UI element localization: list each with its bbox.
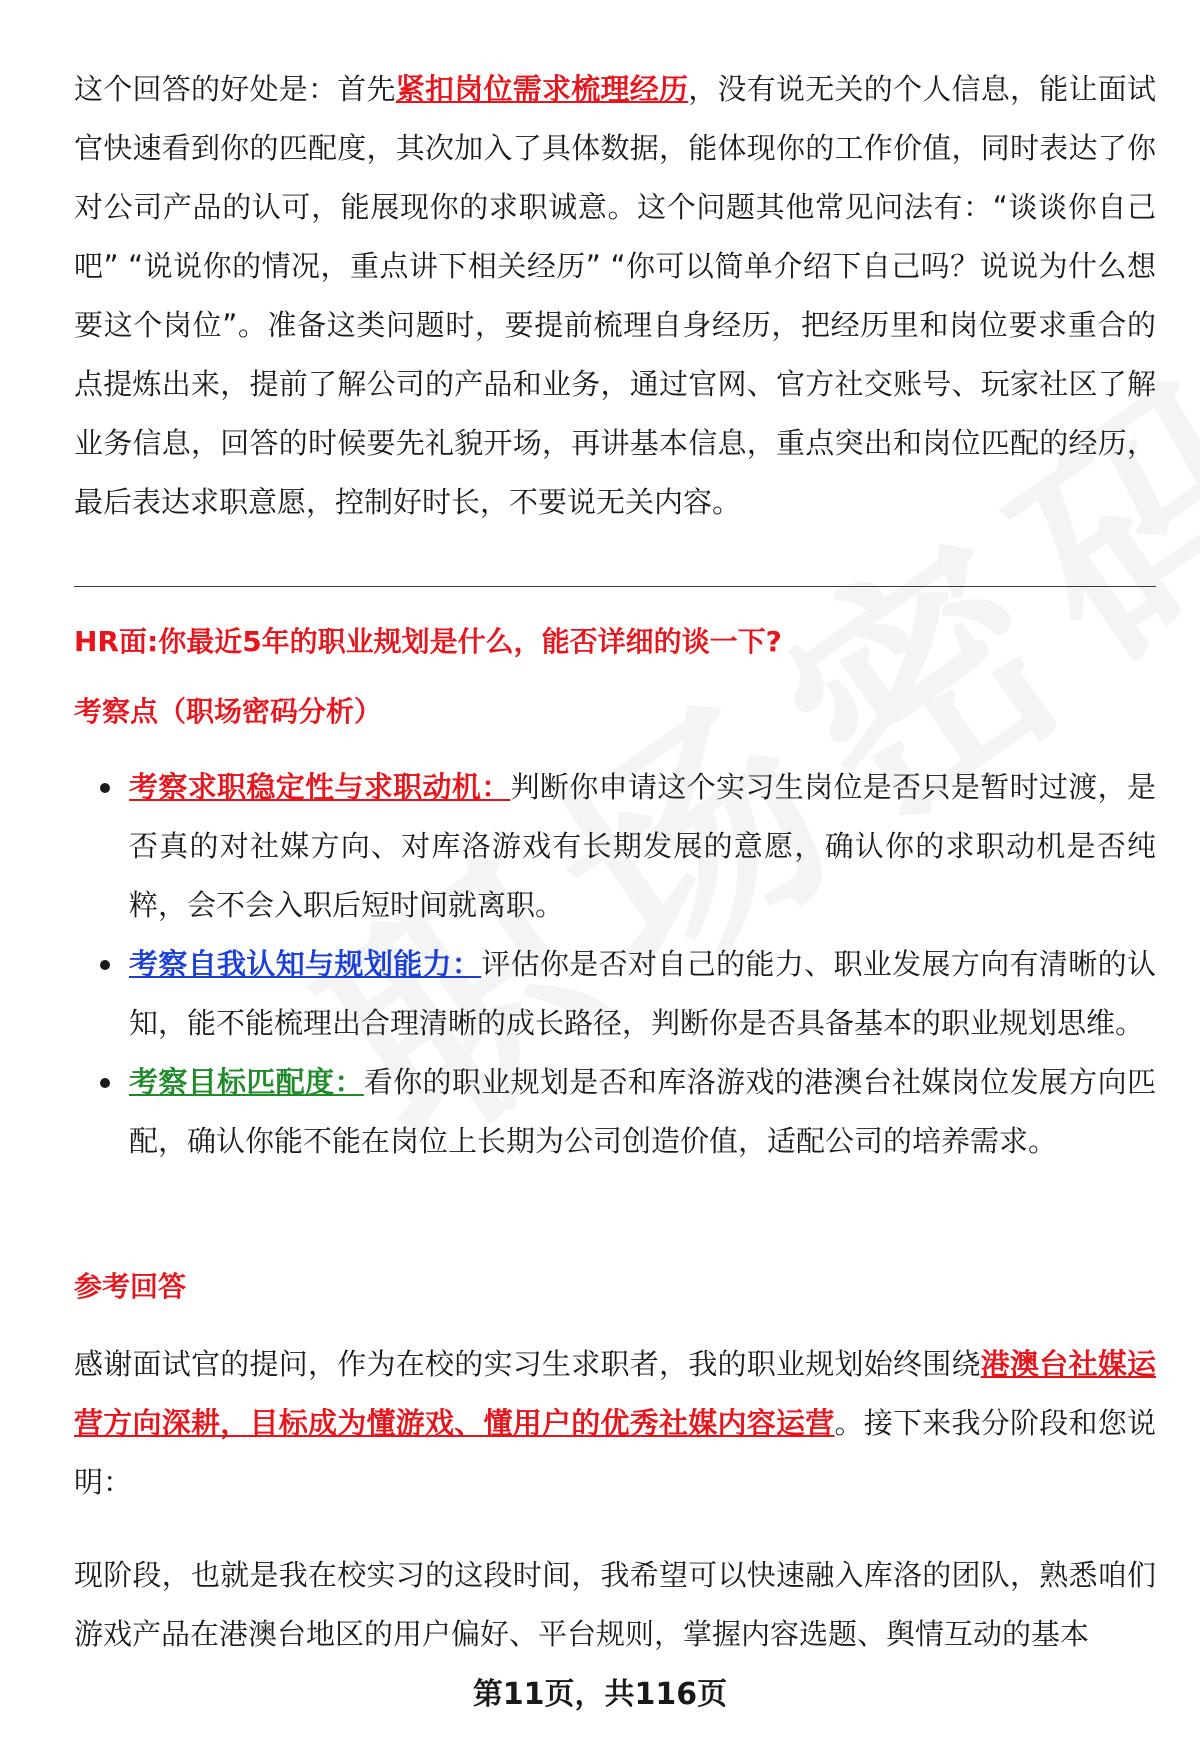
analysis-point bbox=[74, 935, 1156, 1053]
section-divider bbox=[74, 586, 1156, 587]
analysis-heading: 考察点（职场密码分析） bbox=[74, 695, 383, 728]
bullet-icon bbox=[100, 1078, 110, 1088]
answer1-text-before: 感谢面试官的提问，作为在校的实习生求职者，我的职业规划始终围绕 bbox=[74, 1347, 981, 1381]
point-text: 看你的职业规划是否和库洛游戏的港澳台社媒岗位发展方向匹配，确认你能不能在岗位上长期为公司创造价值，适配公司的培养需求。 bbox=[129, 1065, 1156, 1158]
intro-text-before: 这个回答的好处是：首先 bbox=[74, 72, 396, 106]
intro-text-after: ，没有说无关的个人信息，能让面试官快速看到你的匹配度，其次加入了具体数据，能体现你的工作价值，同时表达了你对公司产品的认可，能展现你的求职诚意。这个问题其他常见问法有：“谈谈你自己吧” “说说你的情况，重点讲下相关经历” “你可以简单介绍下自己吗？说说为什么想要这个岗位”。准备这类问题时，要提前梳理自身经历，把经历里和岗位要求重合的点提炼出来，提前了解公司的产品和业务，通过官网、官方社交账号、玩家社区了解业务信息，回答的时候要先礼貌开场，再讲基本信息，重点突出和岗位匹配的经历，最后表达求职意愿，控制好时长，不要说无关内容。 bbox=[74, 72, 1156, 519]
point-label: 考察目标匹配度： bbox=[129, 1065, 364, 1099]
bullet-icon bbox=[100, 783, 110, 793]
question-heading: HR面:你最近5年的职业规划是什么，能否详细的谈一下? bbox=[74, 625, 782, 658]
analysis-point bbox=[74, 758, 1156, 935]
answer-paragraph-1 bbox=[74, 1335, 1156, 1512]
point-text: 判断你申请这个实习生岗位是否只是暂时过渡，是否真的对社媒方向、对库洛游戏有长期发展的意愿，确认你的求职动机是否纯粹，会不会入职后短时间就离职。 bbox=[129, 770, 1156, 922]
point-label: 考察求职稳定性与求职动机： bbox=[129, 770, 511, 804]
intro-paragraph bbox=[74, 60, 1156, 532]
intro-highlight: 紧扣岗位需求梳理经历 bbox=[395, 72, 689, 106]
answer-paragraph-2: 现阶段，也就是我在校实习的这段时间，我希望可以快速融入库洛的团队，熟悉咱们游戏产品在港澳台地区的用户偏好、平台规则，掌握内容选题、舆情互动的基本 bbox=[74, 1558, 1156, 1651]
point-label: 考察自我认知与规划能力： bbox=[129, 947, 482, 981]
analysis-point bbox=[74, 1053, 1156, 1171]
bullet-icon bbox=[100, 960, 110, 970]
answer1-highlight: 港澳台社媒运营方向深耕，目标成为懂游戏、懂用户的优秀社媒内容运营 bbox=[74, 1347, 1156, 1440]
point-text: 评估你是否对自己的能力、职业发展方向有清晰的认知，能不能梳理出合理清晰的成长路径，判断你是否具备基本的职业规划思维。 bbox=[129, 947, 1156, 1040]
answer1-text-after: 。接下来我分阶段和您说明： bbox=[74, 1406, 1156, 1499]
analysis-points bbox=[74, 758, 1156, 1171]
page-footer: 第11页，共116页 bbox=[472, 1677, 728, 1712]
answer-heading: 参考回答 bbox=[74, 1270, 187, 1303]
